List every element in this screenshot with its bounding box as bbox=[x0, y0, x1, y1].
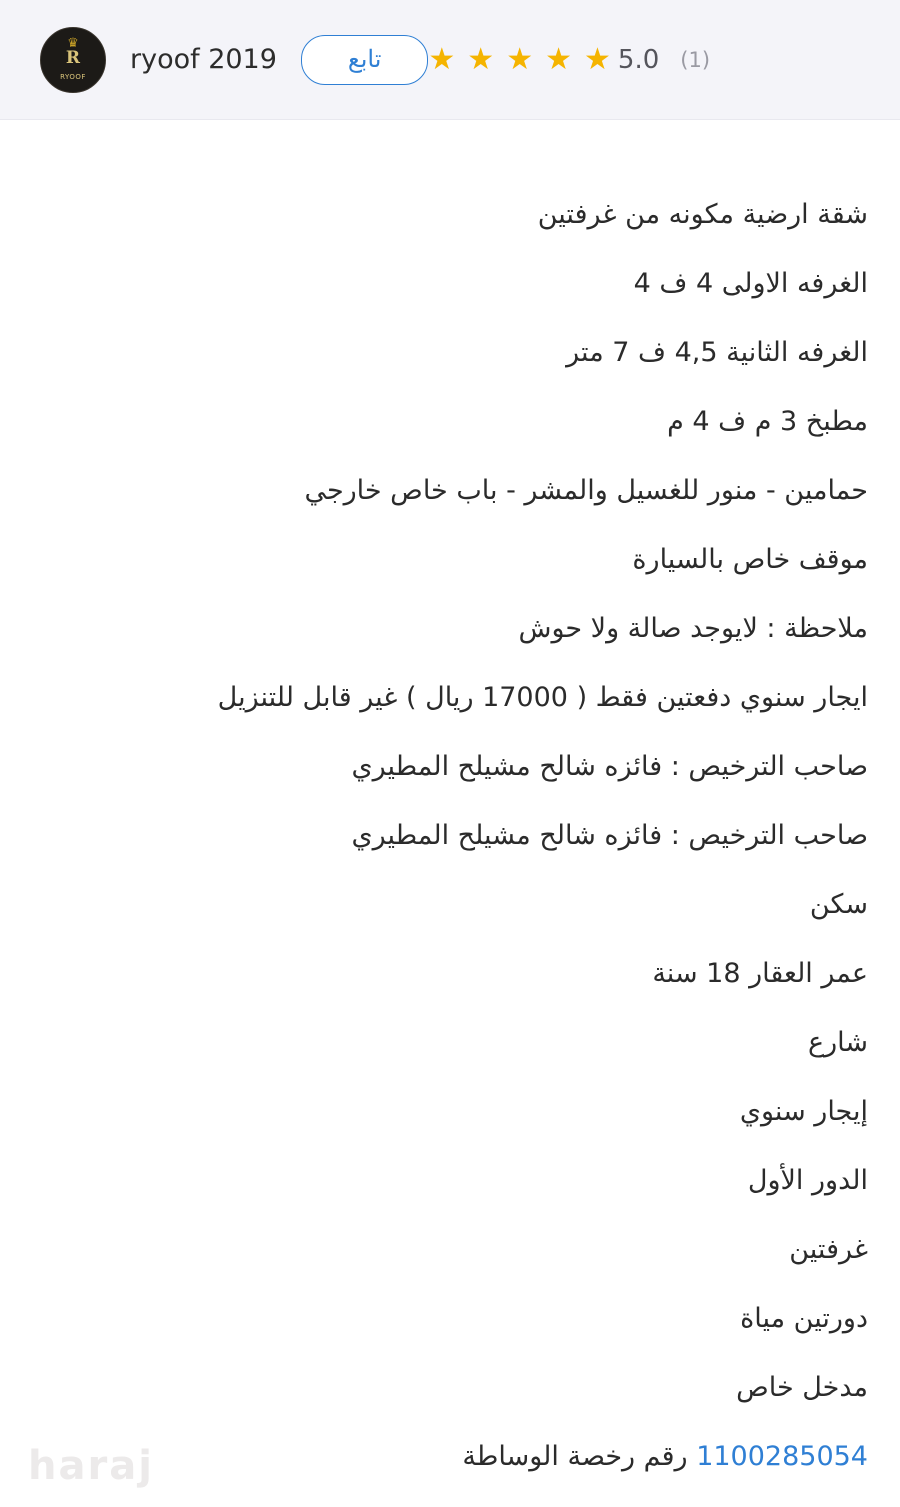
license-label: رقم رخصة الوساطة bbox=[462, 1441, 688, 1472]
description-line: ايجار سنوي دفعتين فقط ( 17000 ريال ) غير قابل للتنزيل bbox=[217, 682, 868, 713]
description-line: صاحب الترخيص : فائزه شالح مشيلح المطيري bbox=[351, 820, 868, 851]
star-icon: ★ bbox=[467, 41, 495, 77]
description-line: غرفتين bbox=[789, 1234, 868, 1265]
description-line: حمامين - منور للغسيل والمشر - باب خاص خارجي bbox=[304, 475, 868, 506]
star-icon: ★ bbox=[584, 41, 611, 77]
license-line bbox=[32, 1422, 868, 1491]
description-line: الغرفه الثانية 4,5 ف 7 متر bbox=[566, 337, 868, 368]
description-line: شقة ارضية مكونه من غرفتين bbox=[537, 199, 868, 230]
description-line: إيجار سنوي bbox=[739, 1096, 868, 1127]
description-line: موقف خاص بالسيارة bbox=[632, 544, 868, 575]
listing-description bbox=[0, 120, 900, 1491]
description-line: دورتين مياة bbox=[740, 1303, 868, 1334]
license-number: 1100285054 bbox=[696, 1441, 868, 1472]
description-line: سكن bbox=[809, 889, 868, 920]
avatar-monogram: R bbox=[65, 47, 81, 68]
description-line: الدور الأول bbox=[747, 1165, 868, 1196]
avatar-brand-text: RYOOF bbox=[60, 72, 86, 81]
shop-header-bar bbox=[0, 0, 900, 120]
rating-block bbox=[428, 41, 711, 77]
rating-count: (1) bbox=[680, 47, 711, 72]
star-icon: ★ bbox=[545, 41, 572, 77]
description-line: ملاحظة : لايوجد صالة ولا حوش bbox=[518, 613, 868, 644]
avatar[interactable] bbox=[40, 27, 106, 93]
rating-stars bbox=[428, 41, 611, 77]
description-line: مدخل خاص bbox=[736, 1372, 868, 1403]
description-line: صاحب الترخيص : فائزه شالح مشيلح المطيري bbox=[351, 751, 868, 782]
watermark: haraj bbox=[28, 1443, 154, 1489]
description-line: مطبخ 3 م ف 4 م bbox=[667, 406, 868, 437]
description-line: عمر العقار 18 سنة bbox=[652, 958, 868, 989]
star-icon: ★ bbox=[428, 41, 456, 77]
description-line: الغرفه الاولى 4 ف 4 bbox=[633, 268, 868, 299]
star-icon: ★ bbox=[506, 41, 534, 77]
crown-icon: ♛ bbox=[67, 35, 79, 51]
follow-button[interactable]: تابع bbox=[301, 35, 428, 85]
description-line: شارع bbox=[808, 1027, 868, 1058]
rating-value: 5.0 bbox=[617, 44, 660, 75]
shop-name[interactable]: ryoof 2019 bbox=[130, 44, 277, 75]
